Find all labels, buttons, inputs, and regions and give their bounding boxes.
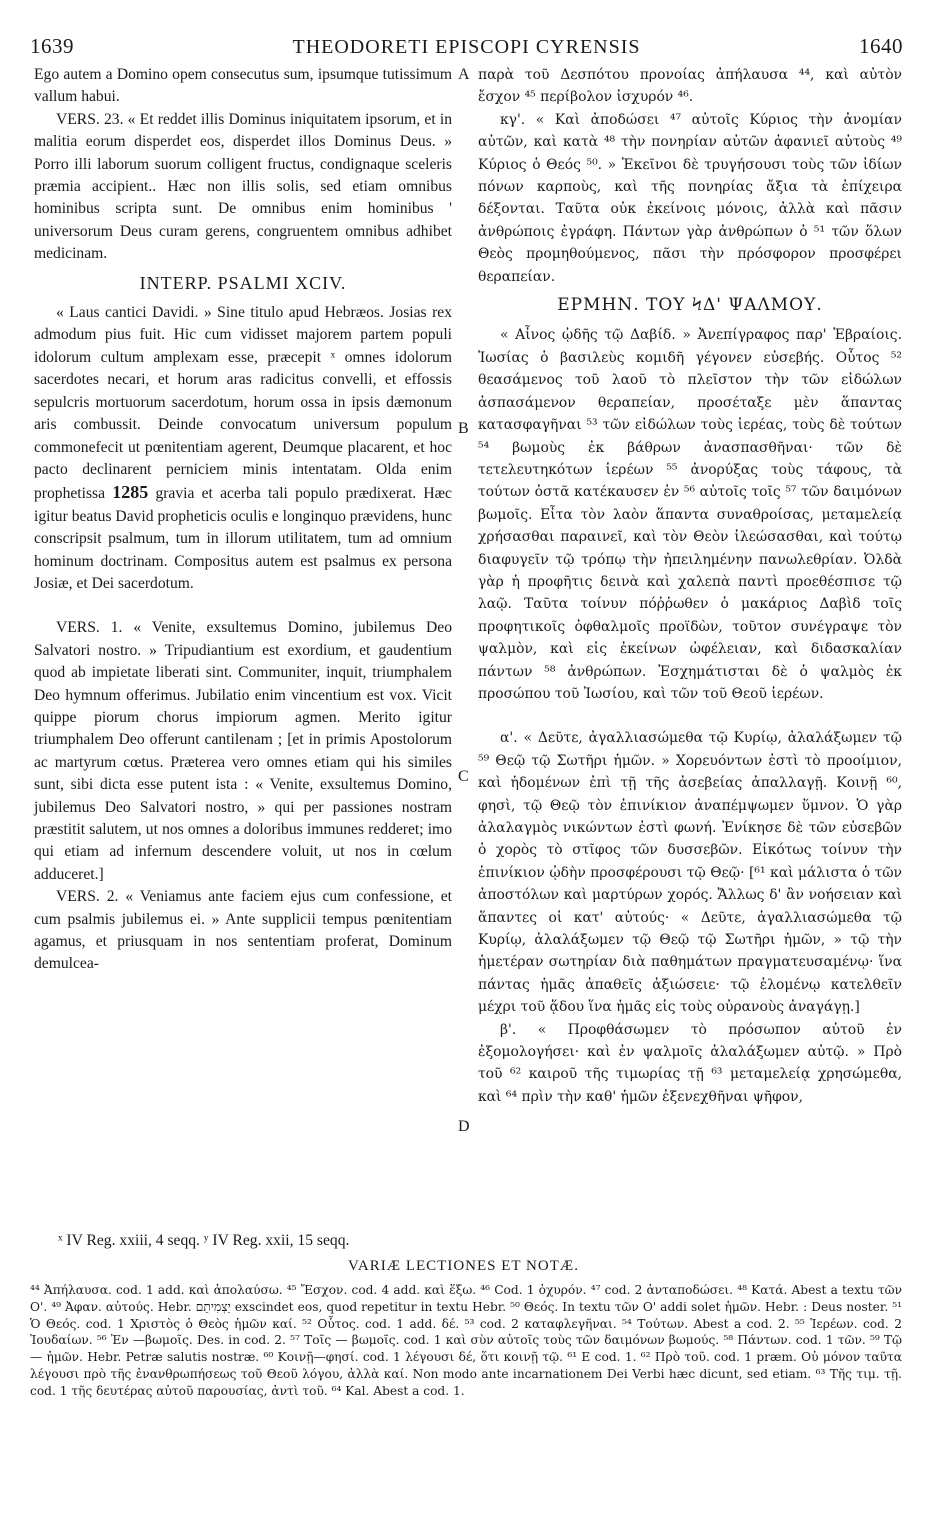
greek-paragraph: β'. « Προφθάσωμεν τὸ πρόσωπον αὐτοῦ ἐν ἐξομολογήσει· καὶ ἐν ψαλμοῖς ἀλαλάξωμεν αὐτῷ. » Πρὸ τοῦ ⁶² καιροῦ τῆς τιμωρίας τῇ ⁶³ μεταμελείᾳ χρησώμεθα, καὶ ⁶⁴ πρὶν τὴν καθ' ἡμῶν ἐξενεχθῆναι ψῆφον, bbox=[478, 1021, 902, 1105]
section-marker-b: B bbox=[458, 420, 469, 437]
notes-title: VARIÆ LECTIONES ET NOTÆ. bbox=[348, 1258, 579, 1274]
left-page-number: 1639 bbox=[30, 34, 74, 58]
variant-readings-notes: ⁴⁴ Ἀπήλαυσα. cod. 1 add. καὶ ἀπολαύσω. ⁴⁵ Ἔσχον. cod. 4 add. καὶ ἕξω. ⁴⁶ Cod. 1 ὀχυρόν. ⁴⁷ cod. 2 ἀνταποδώσει. ⁴⁸ Κατά. Abest a textu τῶν Ο'. ⁴⁹ Ἀφαν. αὐτούς. Hebr. יַצְמִיתֵם exscindet eos, quod repetitur in textu Hebr. ⁵⁰ Θεός. In textu τῶν Ο' addi solet ἡμῶν. Hebr. : Deus noster. ⁵¹ Ὁ Θεός. cod. 1 Χριστὸς ὁ Θεὸς ἡμῶν καί. ⁵² Οὗτος. cod. 1 add. δέ. ⁵³ cod. 2 καταφλεγῆναι. ⁵⁴ Τούτων. Abest a cod. 2. ⁵⁵ Ἱερέων. cod. 2 Ἰουδαίων. ⁵⁶ Ἐν —βωμοῖς. Des. in cod. 2. ⁵⁷ Τοῖς — βωμοῖς. cod. 1 καὶ σὺν αὐτοῖς τοὺς τῶν δαιμόνων βωμούς. ⁵⁸ Πάντων. cod. 1 τῶν. ⁵⁹ Τῷ — ἡμῶν. Hebr. Petræ salutis nostræ. ⁶⁰ Κοινῇ—φησί. cod. 1 λέγουσι δέ, ὅτι κοινῇ τῷ. ⁶¹ E cod. 1. ⁶² Πρὸ τοῦ. cod. 1 præm. Οὐ μόνον ταῦτα λέγουσι πρὸ τῆς ἐνανθρωπήσεως τοῦ Θεοῦ λόγου, ἀλλὰ καί. Non modo ante incarnationem Dei Verbi hæc dicunt, sed etiam. ⁶³ Τῆς τιμ. τῇ. cod. 1 τῆς δευτέρας αὐτοῦ παρουσίας, ἀντὶ τοῦ. ⁶⁴ Kal. Abest a cod. 1. bbox=[30, 1283, 902, 1398]
latin-column bbox=[34, 64, 452, 976]
running-title: THEODORETI EPISCOPI CYRENSIS bbox=[292, 36, 641, 58]
greek-paragraph: « Αἶνος ᾠδῆς τῷ Δαβίδ. » Ἀνεπίγραφος παρ' Ἑβραίοις. Ἰωσίας ὁ βασιλεὺς κομιδῆ γέγονεν εὐσεβής. Οὗτος ⁵² θεασάμενος τοῦ λαοῦ τὸ πλεῖστον τὴν τῶν εἰδώλων ἀσπασάμενον θεραπείαν, προσέταξε μὲν ἅπαντας κατασφαγῆναι ⁵³ τῶν εἰδώλων τοὺς ἱερέας, τοὺς δὲ τούτων ⁵⁴ βωμοὺς ἐκ βάθρων ἀνασπασθῆναι· τῶν δὲ τετελευτηκότων ἱερέων ⁵⁵ ἀνορύξας τοὺς τάφους, τὰ τούτων ὀστᾶ κατέκαυσεν ἐν ⁵⁶ αὐτοῖς τοῖς ⁵⁷ τῶν δαιμόνων βωμοῖς. Εἶτα τὸν λαὸν ἅπαντα συναθροίσας, μεταμελείᾳ χρήσασθαι παραινεῖ, καὶ τὸν Θεὸν ἱλεώσασθαι, καὶ τούτῳ διαφυγεῖν τῷ τρόπῳ τὴν ἠπειλημένην πανωλεθρίαν. Ὀλδὰ γὰρ ἡ προφῆτις δεινὰ καὶ χαλεπὰ παντὶ προεθέσπισε τῷ λαῷ. Ταῦτα τοίνυν πόῤῥωθεν ὁ μακάριος Δαβὶδ τοῖς προφητικοῖς ὀφθαλμοῖς προϊδὼν, τοῦτον συνέγραψε τὸν ψαλμὸν, καὶ εἰς ἐκείνων ὠφέλειαν, καὶ διδασκαλίαν πάντων ⁵⁸ ἀνθρώπων. Ἐσχημάτισται δὲ ὁ ψαλμὸς ἐκ προσώπου τοῦ Ἰωσίου, καὶ τῶν τοῦ Θεοῦ ἱερέων. bbox=[478, 327, 902, 702]
greek-paragraph: α'. « Δεῦτε, ἀγαλλιασώμεθα τῷ Κυρίῳ, ἀλαλάξωμεν τῷ ⁵⁹ Θεῷ τῷ Σωτῆρι ἡμῶν. » Χορευόντων ἐστὶ τὸ προοίμιον, καὶ ἡδομένων ἐπὶ τῇ τῆς ἀσεβείας ἀπαλλαγῇ. Κοινῇ ⁶⁰, φησὶ, τῷ Θεῷ τὸν ἐπινίκιον ἀναπέμψωμεν ὕμνον. Ὁ γὰρ ἀλαλαγμὸς νικώντων ἐστὶ φωνή. Ἐνίκησε δὲ τῶν εὐσεβῶν ὁ χορὸς τὸ στῖφος τῶν δυσσεβῶν. Εἰκότως τοίνυν τὴν ἐπινίκιον ᾠδὴν προσφέρουσι τῷ Θεῷ· [⁶¹ καὶ μάλιστα ὁ τῶν ἀποστόλων καὶ μαρτύρων χορός. Ἄλλως δ' ἂν νοήσειαν καὶ ἅπαντες οἱ κατ' αὐτούς· « Δεῦτε, ἀγαλλιασώμεθα τῷ Κυρίῳ, ἀλαλάξωμεν τῷ Θεῷ τῷ Σωτῆρι ἡμῶν, » τῷ τὴν ἡμετέραν σωτηρίαν διὰ παθημάτων πραγματευσαμένῳ· ἵνα πάντας ἡμᾶς ἀπαθεῖς ἀξιώσειε· τῷ ἑλομένῳ κατελθεῖν μέχρι τοῦ ᾅδου ἵνα ἡμᾶς εἰς τοὺς οὐρανοὺς ἀναγάγῃ.] bbox=[478, 730, 902, 1016]
section-marker-d: D bbox=[458, 1118, 470, 1135]
greek-heading: ΕΡΜΗΝ. ΤΟΥ ϞΔ' ΨΑΛΜΟΥ. bbox=[557, 295, 823, 316]
latin-paragraph: VERS. 2. « Veniamus ante faciem ejus cum confessione, et cum psalmis jubilemus ei. » Ante supplicii tempus pœnitentiam agamus, et priusquam in nos sententiam proferat, Dominum demulcea- bbox=[34, 888, 452, 973]
page-header bbox=[30, 34, 903, 60]
right-page-number: 1640 bbox=[859, 34, 903, 58]
greek-column bbox=[478, 64, 902, 1108]
greek-paragraph: κγ'. « Καὶ ἀποδώσει ⁴⁷ αὐτοῖς Κύριος τὴν ἀνομίαν αὐτῶν, καὶ κατὰ ⁴⁸ τὴν πονηρίαν αὐτῶν ἀφανιεῖ αὐτοὺς ⁴⁹ Κύριος ὁ Θεός ⁵⁰. » Ἐκεῖνοι δὲ τρυγήσουσι τοὺς τῶν ἰδίων πόνων καρποὺς, καὶ τῆς πονηρίας ἄξια τὰ ἐπίχειρα δέξονται. Ταῦτα οὐκ ἐκείνοις μόνοις, ἀλλὰ καὶ πᾶσιν ἀνθρώποις ἐγράφη. Πάντων γὰρ ἀνθρώπων ὁ ⁵¹ τῶν ὅλων Θεὸς προμηθούμενος, πᾶσι τὴν πρόσφορον προσφέρει θεραπείαν. bbox=[478, 111, 902, 285]
latin-heading: INTERP. PSALMI XCIV. bbox=[139, 272, 347, 293]
page-marker-number: 1285 bbox=[112, 482, 149, 503]
latin-text: gravia et acerba tali populo prædixerat. Hæc igitur beatus David propheticis oculis e longinquo prævidens, hunc conscripsit psalmum, tum in illorum utilitatem, tum ad omnium hominum doctrinam. Compositus autem est psalmus ex persona Josiæ, et Dei sacerdotum. bbox=[34, 485, 452, 592]
latin-paragraph: Ego autem a Domino opem consecutus sum, ipsumque tutissimum vallum habui. bbox=[34, 66, 452, 106]
latin-paragraph bbox=[34, 302, 452, 595]
latin-paragraph: VERS. 1. « Venite, exsultemus Domino, jubilemus Deo Salvatori nostro. » Tripudiantium est exordium, et gaudentium quod ab impietate liberati sint. Communiter, inquit, triumphalem Deo hymnum offerimus. Jubilatio enim vincentium est vox. Vicit quippe piorum chorus impiorum agmen. Merito igitur triumphalem Deo offerunt cantilenam ; [et in primis Apostolorum ac martyrum cœtus. Præterea vero omnes etiam qui his similes sunt, sibi dicta esse putent ista : « Venite, exsultemus Domino, jubilemus Deo Salvatori nostro, » qui per passiones nostram præstitit salutem, ut nos omnes a doloribus immunes redderet; imo qui etiam ad infernum descendere voluit, ut nos in cœlum adduceret.] bbox=[34, 619, 452, 883]
latin-text: « Laus cantici Davidi. » Sine titulo apud Hebræos. Josias rex admodum pius fuit. Hic cum vidisset majorem partem populi idolorum cultum amplexam esse, præcepit ˣ omnes idolorum sacerdotes necari, et horum aras radicitus convelli, et effossis sepulcris mortuorum sacerdotum, horum ossa in ipsis dæmonum aris combussit. Deinde convocatum universum populum commonefecit ut pœnitentiam agerent, Deumque placarent, et hoc pacto declinarent perniciem minis intentatam. Olda enim prophetissa bbox=[34, 304, 452, 503]
section-marker-a: A bbox=[458, 66, 470, 83]
latin-paragraph: VERS. 23. « Et reddet illis Dominus iniquitatem ipsorum, et in malitia eorum disperdet eos, disperdet illos Dominus Deus. » Porro illi laborum suorum colligent fructus, condignaque sceleris præmia accipient.. Hæc non illis solis, sed etiam omnibus hominibus scripta sunt. De omnibus enim hominibus ' universorum Deus curam gerens, congruentem omnibus adhibet medicinam. bbox=[34, 110, 452, 263]
section-marker-c: C bbox=[458, 768, 469, 785]
greek-paragraph: παρὰ τοῦ Δεσπότου προνοίας ἀπήλαυσα ⁴⁴, καὶ αὐτὸν ἔσχον ⁴⁵ περίβολον ἰσχυρόν ⁴⁶. bbox=[478, 67, 902, 106]
scripture-references: ˣ IV Reg. xxiii, 4 seqq. ʸ IV Reg. xxii, 15 seqq. bbox=[58, 1232, 350, 1249]
